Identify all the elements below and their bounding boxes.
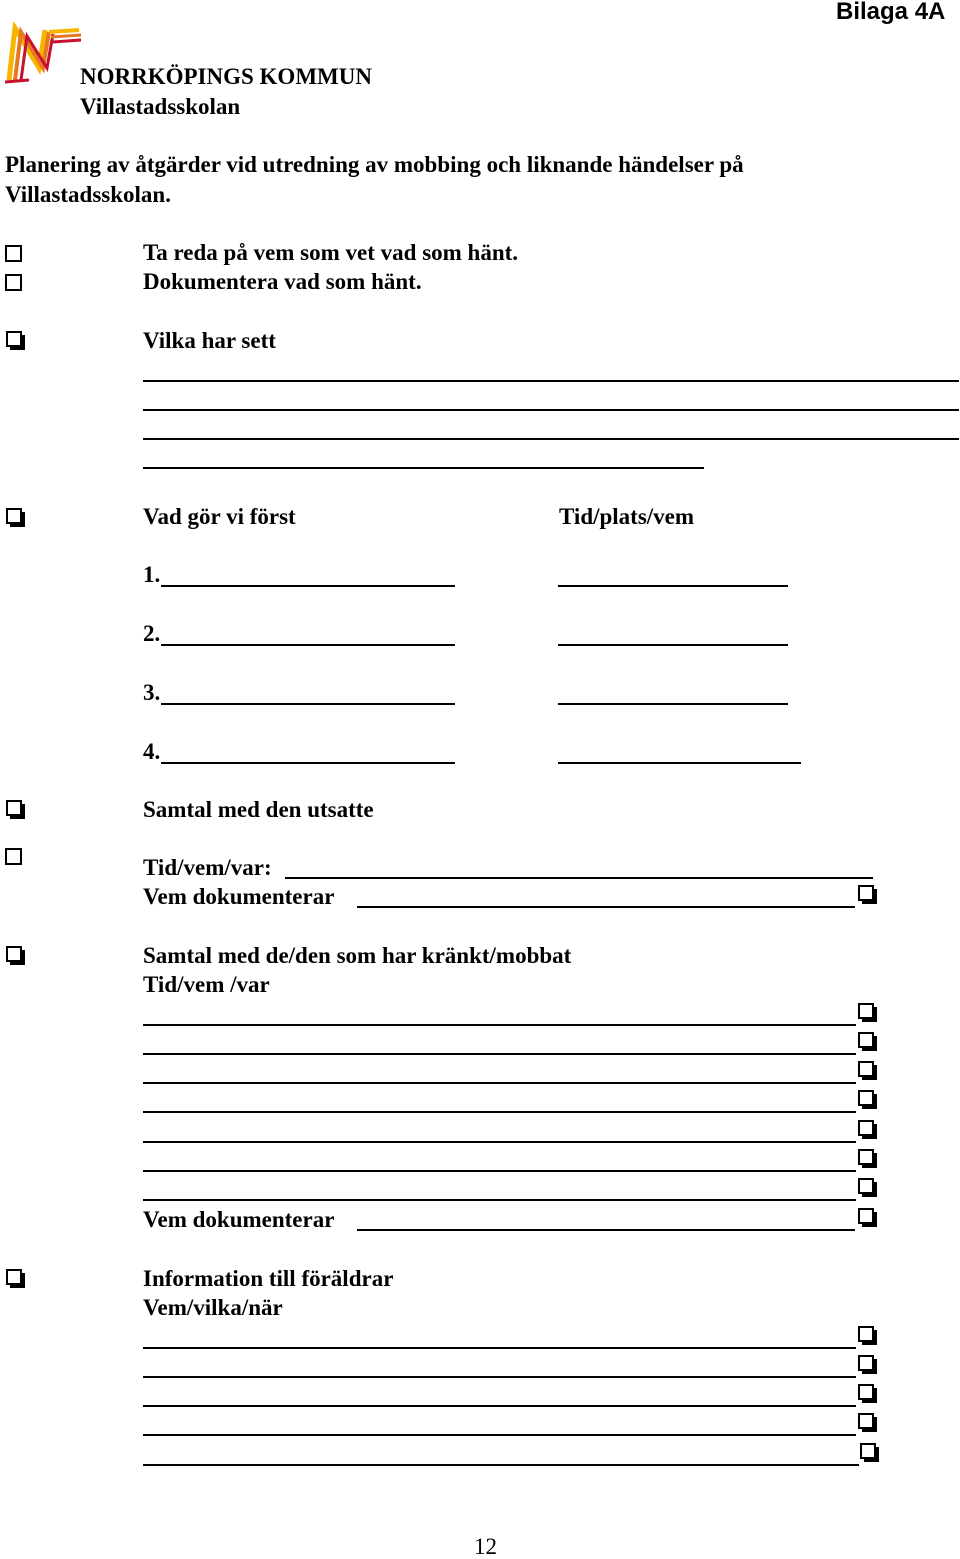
parents-line-3-checkbox[interactable] <box>858 1384 874 1400</box>
action-number-4: 4. <box>143 739 161 764</box>
offender-line-2[interactable] <box>143 1053 856 1055</box>
offender-line-5[interactable] <box>143 1141 856 1143</box>
offender-line-1[interactable] <box>143 1024 856 1026</box>
offender-line-2-checkbox[interactable] <box>858 1032 874 1048</box>
action-line-2[interactable] <box>161 644 455 646</box>
action-line-1[interactable] <box>161 585 455 587</box>
parents-line-5-checkbox[interactable] <box>860 1443 876 1459</box>
talk-offender-label: Samtal med de/den som har kränkt/mobbat <box>143 943 572 968</box>
appendix-tag: Bilaga 4A <box>836 0 946 25</box>
organization-name: NORRKÖPINGS KOMMUN <box>80 64 372 89</box>
offender-line-7[interactable] <box>143 1199 856 1201</box>
action-number-3: 3. <box>143 680 161 705</box>
who-documents-2-checkbox[interactable] <box>858 1208 874 1224</box>
witnesses-line-1[interactable] <box>143 380 959 382</box>
who-documents-label: Vem dokumenterar <box>143 884 335 909</box>
who-documents-2-line[interactable] <box>357 1229 855 1231</box>
witnesses-line-3[interactable] <box>143 438 959 440</box>
offender-line-1-checkbox[interactable] <box>858 1003 874 1019</box>
parents-line-3[interactable] <box>143 1405 856 1407</box>
find-out-checkbox[interactable] <box>5 245 22 262</box>
time-who-where-label: Tid/vem/var: <box>143 855 272 880</box>
first-actions-label: Vad gör vi först <box>143 504 296 529</box>
offender-line-4-checkbox[interactable] <box>858 1090 874 1106</box>
action-time-line-3[interactable] <box>558 703 788 705</box>
who-documents-line[interactable] <box>357 906 855 908</box>
offender-line-6-checkbox[interactable] <box>858 1149 874 1165</box>
parents-line-4[interactable] <box>143 1434 856 1436</box>
action-line-3[interactable] <box>161 703 455 705</box>
document-title-line-1: Planering av åtgärder vid utredning av mobbing och liknande händelser på <box>5 152 744 177</box>
offender-line-3[interactable] <box>143 1082 856 1084</box>
first-actions-checkbox[interactable] <box>6 508 22 524</box>
talk-victim-checkbox[interactable] <box>6 800 22 816</box>
action-number-1: 1. <box>143 562 161 587</box>
witnesses-line-4[interactable] <box>143 467 704 469</box>
document-checkbox[interactable] <box>5 274 22 291</box>
witnesses-line-2[interactable] <box>143 409 959 411</box>
who-documents-checkbox[interactable] <box>858 885 874 901</box>
info-parents-checkbox[interactable] <box>6 1269 22 1285</box>
witnesses-label: Vilka har sett <box>143 328 276 353</box>
action-number-2: 2. <box>143 621 161 646</box>
municipality-logo <box>5 22 83 84</box>
action-line-4[interactable] <box>161 762 455 764</box>
parents-line-5[interactable] <box>143 1464 859 1466</box>
action-time-line-4[interactable] <box>558 762 801 764</box>
time-who-where-2-label: Tid/vem /var <box>143 972 270 997</box>
document-label: Dokumentera vad som hänt. <box>143 269 422 294</box>
who-when-label: Vem/vilka/när <box>143 1295 283 1320</box>
offender-line-3-checkbox[interactable] <box>858 1061 874 1077</box>
page-number: 12 <box>474 1534 497 1559</box>
who-documents-2-label: Vem dokumenterar <box>143 1207 335 1232</box>
witnesses-checkbox[interactable] <box>6 331 22 347</box>
offender-line-7-checkbox[interactable] <box>858 1178 874 1194</box>
info-parents-label: Information till föräldrar <box>143 1266 394 1291</box>
talk-offender-checkbox[interactable] <box>6 946 22 962</box>
parents-line-2-checkbox[interactable] <box>858 1355 874 1371</box>
talk-victim-label: Samtal med den utsatte <box>143 797 374 822</box>
parents-line-4-checkbox[interactable] <box>858 1413 874 1429</box>
action-time-line-2[interactable] <box>558 644 788 646</box>
document-title-line-2: Villastadsskolan. <box>5 182 171 207</box>
time-place-who-label: Tid/plats/vem <box>559 504 695 529</box>
school-name: Villastadsskolan <box>80 94 241 119</box>
time-who-where-line[interactable] <box>285 877 873 879</box>
parents-line-1-checkbox[interactable] <box>858 1326 874 1342</box>
action-time-line-1[interactable] <box>558 585 788 587</box>
offender-line-5-checkbox[interactable] <box>858 1120 874 1136</box>
offender-line-6[interactable] <box>143 1170 856 1172</box>
find-out-label: Ta reda på vem som vet vad som hänt. <box>143 240 519 265</box>
time-who-where-checkbox[interactable] <box>5 848 22 865</box>
parents-line-2[interactable] <box>143 1376 856 1378</box>
offender-line-4[interactable] <box>143 1111 856 1113</box>
parents-line-1[interactable] <box>143 1347 856 1349</box>
